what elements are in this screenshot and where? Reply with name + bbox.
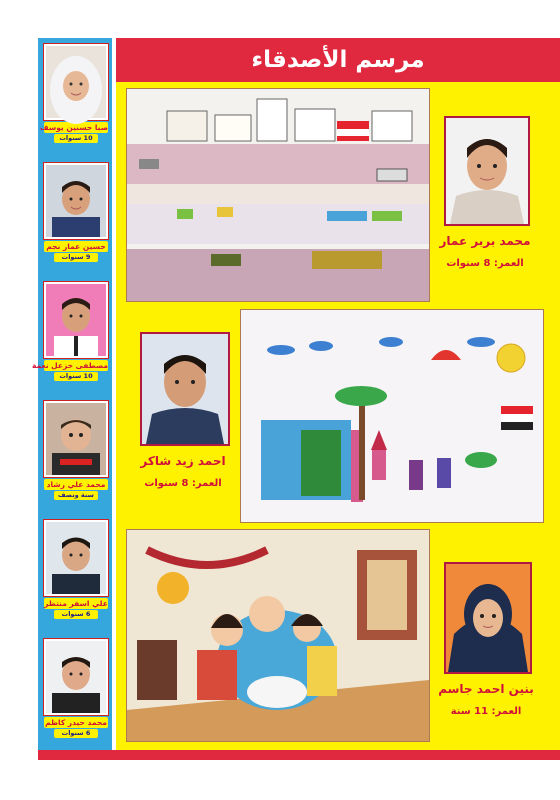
child-name: علي اسفر منتظر [44, 599, 108, 608]
sidebar-child-1 [39, 44, 108, 143]
entry-name: محمد بربر عمار [439, 234, 531, 248]
child-name: صبا حسنين يوسف [39, 123, 108, 132]
entry-age: العمر: 11 سنة [450, 706, 522, 717]
drawing-street-scene [126, 88, 430, 302]
sidebar-child-2 [44, 163, 108, 262]
bottom-bar [38, 750, 560, 760]
child-name: حسين عمار نجم [44, 241, 108, 252]
child-age: 9 سنوات [54, 253, 98, 262]
child-photo [44, 639, 108, 715]
entry-age: العمر: 8 سنوات [446, 258, 524, 269]
child-photo [44, 163, 108, 239]
child-photo [44, 401, 108, 477]
child-name: مصطفى خزعل نعمة [31, 361, 108, 370]
child-age: 6 سنوات [54, 729, 98, 738]
child-age: 10 سنوات [54, 134, 98, 143]
sidebar-child-3 [31, 282, 108, 381]
entry-photo [444, 116, 530, 226]
sidebar-child-5 [44, 520, 108, 619]
entry-name: بنين احمد جاسم [438, 682, 534, 696]
entry-age: العمر: 8 سنوات [144, 478, 222, 489]
entry-name: احمد زيد شاكر [140, 454, 226, 468]
entry-photo [444, 562, 532, 674]
child-age: 10 سنوات [54, 372, 98, 381]
sidebar-child-6 [44, 639, 108, 738]
child-photo [44, 44, 108, 120]
entry-photo [140, 332, 230, 446]
page-title: مرسم الأصدقاء [251, 47, 425, 73]
child-name: محمد حيدر كاظم [45, 718, 107, 727]
child-photo [44, 282, 108, 358]
drawing-nature-scene [240, 309, 544, 523]
sidebar-child-4 [44, 401, 108, 500]
drawing-family-scene [126, 529, 430, 742]
child-photo [44, 520, 108, 596]
child-age: 6 سنوات [54, 610, 98, 619]
child-name: محمد علي رشاد [44, 479, 108, 490]
child-age: سنة ونصف [54, 491, 98, 500]
